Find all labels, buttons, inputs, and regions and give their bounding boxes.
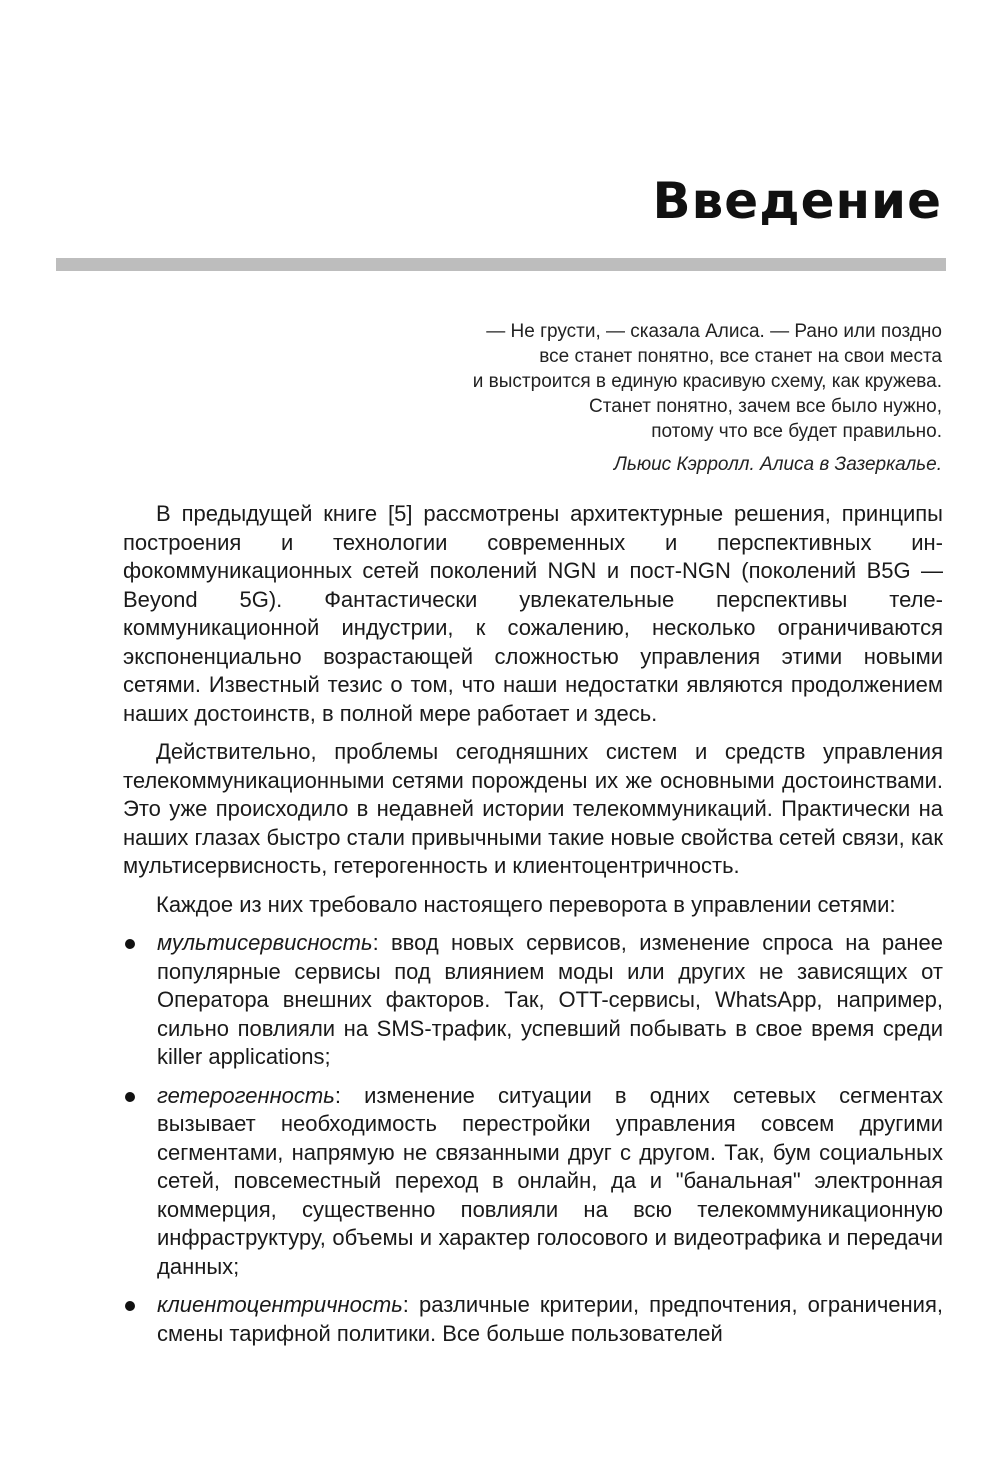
epigraph-line: все станет понятно, все станет на свои места: [539, 346, 942, 367]
bullet-icon: [125, 1301, 135, 1311]
chapter-title: Введение: [652, 172, 942, 230]
bullet-icon: [125, 939, 135, 949]
body-text: [123, 500, 943, 1358]
bullet-list: [123, 929, 943, 1348]
list-item-text: : различные критерии, предпочтения, ограничения, смены тарифной политики. Все больше пользователей: [157, 1292, 943, 1346]
paragraph: В предыдущей книге [5] рассмотрены архитектурные решения, принципы построения и технологии современных и перспективных инфокоммуникационных сетей поколений NGN и пост-NGN (поколений B5G — Beyond 5G). Фантастически увлекательные перспективы телекоммуникационной индустрии, к сожалению, несколько ограничиваются экспоненциально возрастающей сложностью управления этими новыми сетями. Известный тезис о том, что наши недостатки являются продолжением наших достоинств, в полной мере работает и здесь.: [123, 501, 943, 726]
epigraph-line: и выстроится в единую красивую схему, как кружева.: [472, 371, 942, 392]
epigraph-line: потому что все будет правильно.: [651, 421, 942, 442]
list-item-text: : изменение ситуации в одних сетевых сегментах вызывает необходимость перестройки управления совсем другими сегментами, напрямую не связанными друг с другом. Так, бум социальных сетей, повсеместный переход в онлайн, да и "банальная" электронная коммерция, существенно повлияли на всю телекоммуникационную инфраструктуру, объемы и характер голосового и видеотрафика и передачи данных;: [157, 1082, 943, 1279]
epigraph: [382, 319, 942, 477]
epigraph-line: Станет понятно, зачем все было нужно,: [589, 396, 942, 417]
epigraph-source: Льюис Кэрролл. Алиса в Зазеркалье.: [613, 454, 942, 475]
term: клиентоцентричность: [157, 1292, 403, 1317]
bullet-icon: [125, 1092, 135, 1102]
paragraph: Действительно, проблемы сегодняшних систем и средств управления телекоммуникационными сетями порождены их же основными достоинствами. Это уже происходило в недавней истории телекоммуникаций. Практически на наших глазах быстро стали привычными такие новые свойства сетей связи, как мультисервисность, гетерогенность и клиентоцентричность.: [123, 739, 943, 878]
list-item-text: : ввод новых сервисов, изменение спроса на ранее популярные сервисы под влиянием моды или других не зависящих от Оператора внешних факторов. Так, OTT-сервисы, WhatsApp, например, сильно повлияли на SMS-трафик, успевший побывать в свое время среди killer applications;: [157, 930, 943, 1069]
list-item: [123, 929, 943, 1072]
paragraph: Каждое из них требовало настоящего переворота в управлении сетями:: [156, 891, 896, 917]
term: гетерогенность: [157, 1082, 335, 1108]
epigraph-line: — Не грусти, — сказала Алиса. — Рано или поздно: [486, 321, 942, 342]
list-item: [123, 1291, 943, 1348]
list-item: [123, 1082, 943, 1282]
term: мультисервисность: [157, 930, 373, 955]
title-divider: [56, 258, 946, 271]
